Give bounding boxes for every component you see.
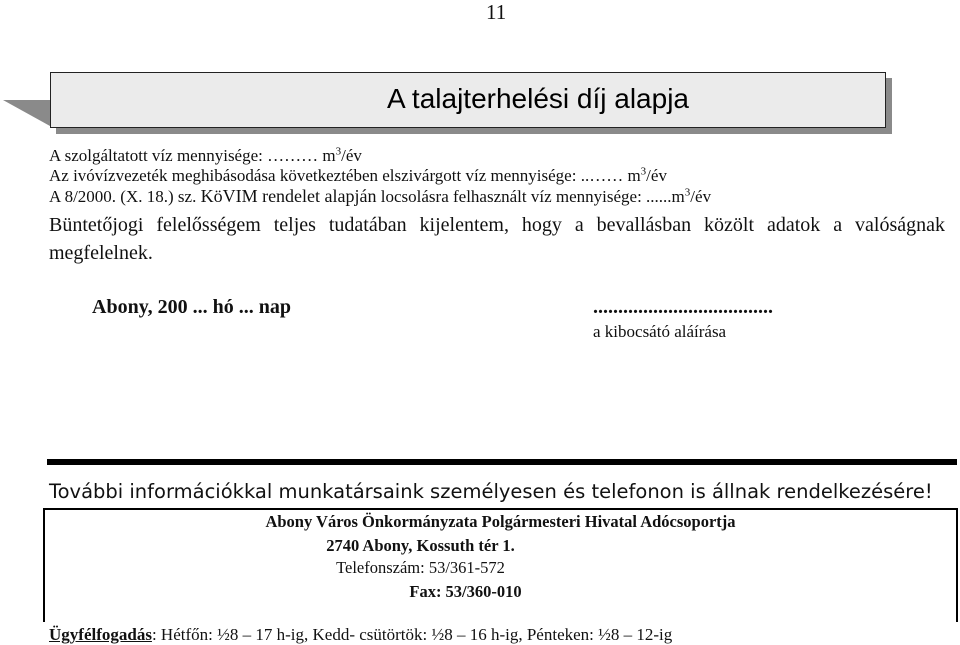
section-banner — [50, 72, 886, 128]
place-date-field: Abony, 200 ... hó ... nap — [92, 296, 291, 318]
water-supplied-line: A szolgáltatott víz mennyisége: ……… $m^3/év$ — [49, 145, 362, 165]
fax-number: Fax: 53/360-010 — [409, 582, 522, 601]
declaration-text: Büntetőjogi felelősségem teljes tudatában kijelentem, hogy a bevallásban közölt adatok a valóságnak megfelelnek. — [49, 214, 945, 264]
banner-shadow-decoration — [3, 100, 50, 126]
pipe-failure-line: Az ivóvízvezeték meghibásodása következtében elszivárgott víz mennyisége: ..…… $m^3/év$ — [49, 165, 667, 185]
irrigation-line: A 8/2000. (X. 18.) sz. KöVIM rendelet alapján locsolásra felhasznált víz mennyisége: $......m^3/év$ — [49, 186, 712, 206]
contact-box — [43, 508, 958, 622]
divider — [47, 459, 957, 465]
office-address: 2740 Abony, Kossuth tér 1. — [326, 536, 515, 555]
office-name: Abony Város Önkormányzata Polgármesteri Hivatal Adócsoportja — [265, 512, 736, 531]
signature-line: .................................... — [593, 296, 773, 318]
info-line: További információkkal munkatársaink személyesen és telefonon is állnak rendelkezésére! — [49, 480, 933, 503]
page-number: 11 — [486, 0, 507, 24]
phone-number: Telefonszám: 53/361-572 — [336, 558, 505, 577]
section-title: A talajterhelési díj alapja — [387, 83, 689, 114]
office-hours-label: Ügyfélfogadás — [49, 625, 152, 644]
signature-label: a kibocsátó aláírása — [593, 322, 727, 341]
office-hours: Ügyfélfogadás: Hétfőn: ½8 – 17 h-ig, Kedd- csütörtök: ½8 – 16 h-ig, Pénteken: ½8 – 12-ig — [49, 625, 673, 644]
